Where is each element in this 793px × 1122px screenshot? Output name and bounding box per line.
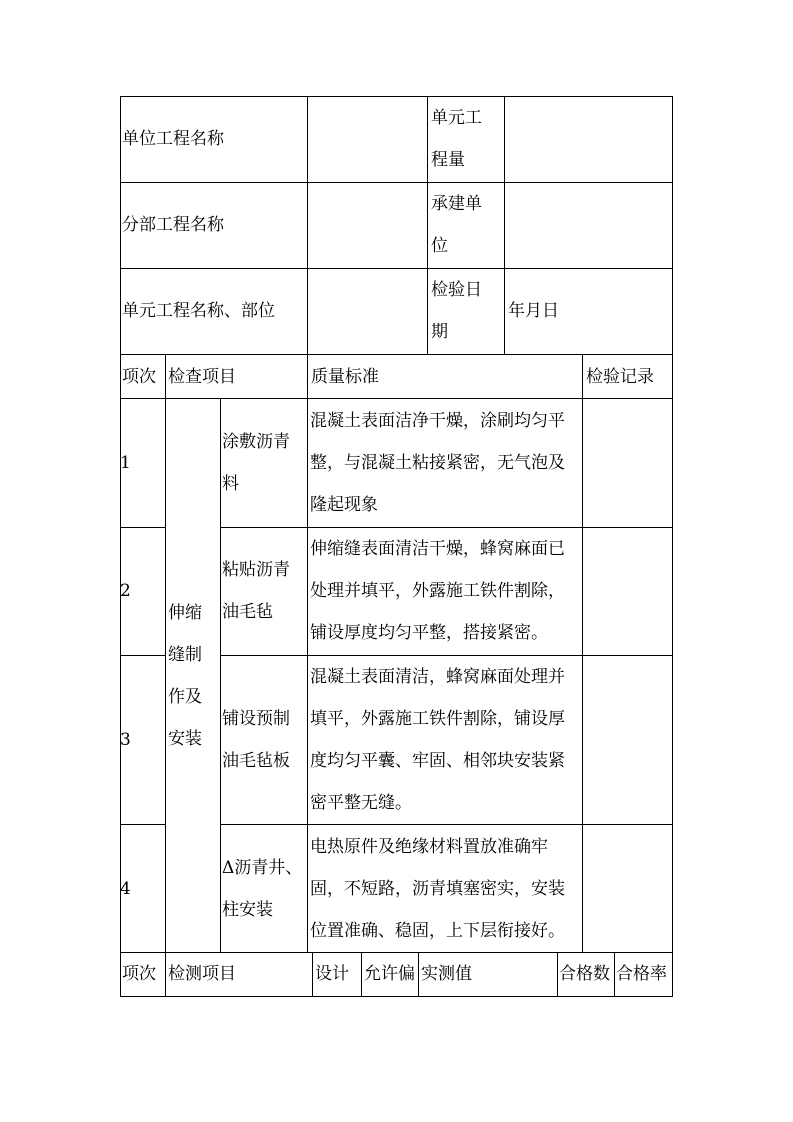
table-border [672, 96, 673, 997]
quality-standard-line: 填平，外露施工铁件割除，铺设厚 [310, 709, 565, 729]
contractor-label-line2: 位 [431, 236, 448, 256]
table-border [120, 398, 673, 399]
table-border [427, 96, 428, 354]
measure-col-tolerance: 允许偏 [364, 964, 415, 984]
unit-part-name-label: 单元工程名称、部位 [122, 301, 275, 321]
row-no: 3 [120, 730, 131, 750]
table-border [220, 655, 673, 656]
check-item-line: 柱安装 [222, 900, 273, 920]
col-header-check-item: 检查项目 [168, 367, 236, 387]
table-border [120, 182, 673, 183]
table-border [312, 952, 313, 996]
table-border [120, 527, 166, 528]
unit-project-name-label: 单位工程名称 [122, 129, 224, 149]
table-border [120, 952, 673, 953]
measure-col-design: 设计 [315, 964, 349, 984]
measure-col-pass-rate: 合格率 [616, 964, 667, 984]
quality-standard-line: 固，不短路，沥青填塞密实，安装 [310, 879, 565, 899]
quality-standard-line: 铺设厚度均匀平整，搭接紧密。 [310, 623, 548, 643]
table-border [418, 952, 419, 996]
quality-standard-line: 整，与混凝土粘接紧密，无气泡及 [310, 453, 565, 473]
quality-standard-line: 混凝土表面洁净干燥，涂刷均匀平 [310, 411, 565, 431]
contractor-label-line1: 承建单 [431, 194, 482, 214]
table-border [361, 952, 362, 996]
check-item-line: 铺设预制 [222, 709, 290, 729]
group-label-line: 缝制 [168, 645, 202, 665]
table-border [120, 96, 673, 97]
check-item-line: Δ沥青井、 [222, 858, 303, 878]
inspection-date-label-line2: 期 [431, 322, 448, 342]
check-item-line: 粘贴沥青 [222, 560, 290, 580]
quality-standard-line: 密平整无缝。 [310, 793, 412, 813]
group-label-line: 安装 [168, 729, 202, 749]
col-header-quality-standard: 质量标准 [311, 367, 379, 387]
table-border [120, 354, 673, 355]
table-border [120, 268, 673, 269]
check-item-line: 油毛毡板 [222, 751, 290, 771]
quality-standard-line: 位置准确、稳固，上下层衔接好。 [310, 921, 565, 941]
quality-standard-line: 电热原件及绝缘材料置放准确牢 [310, 837, 548, 857]
table-border [120, 96, 121, 997]
measure-col-item: 检测项目 [168, 964, 236, 984]
check-item-line: 油毛毡 [222, 602, 273, 622]
table-border [557, 952, 558, 996]
table-border [120, 655, 166, 656]
quality-standard-line: 混凝土表面清洁，蜂窝麻面处理并 [310, 667, 565, 687]
table-border [504, 96, 505, 354]
table-border [220, 824, 673, 825]
measure-col-pass-count: 合格数 [559, 964, 610, 984]
table-border [220, 527, 673, 528]
table-border [120, 824, 166, 825]
col-header-inspection-record: 检验记录 [586, 367, 654, 387]
sub-project-name-label: 分部工程名称 [122, 215, 224, 235]
table-border [165, 952, 166, 996]
table-border [120, 996, 673, 997]
measure-col-no: 项次 [122, 964, 156, 984]
row-no: 2 [120, 581, 131, 601]
table-border [307, 96, 308, 354]
unit-quantity-label-line1: 单元工 [431, 108, 482, 128]
group-label-line: 作及 [168, 687, 202, 707]
row-no: 4 [120, 879, 131, 899]
table-border [165, 354, 166, 952]
quality-standard-line: 处理并填平，外露施工铁件割除， [310, 581, 565, 601]
check-item-line: 料 [222, 474, 239, 494]
table-border [307, 354, 308, 952]
inspection-date-value[interactable]: 年月日 [508, 301, 559, 321]
col-header-no: 项次 [122, 367, 156, 387]
inspection-date-label-line1: 检验日 [431, 280, 482, 300]
quality-standard-line: 隆起现象 [310, 495, 378, 515]
check-item-line: 涂敷沥青 [222, 432, 290, 452]
quality-standard-line: 伸缩缝表面清洁干燥，蜂窝麻面已 [310, 539, 565, 559]
table-border [220, 398, 221, 952]
group-label-line: 伸缩 [168, 603, 202, 623]
unit-quantity-label-line2: 程量 [431, 150, 465, 170]
table-border [582, 354, 583, 952]
measure-col-measured: 实测值 [421, 964, 472, 984]
quality-standard-line: 度均匀平囊、牢固、相邻块安装紧 [310, 751, 565, 771]
row-no: 1 [120, 453, 131, 473]
table-border [614, 952, 615, 996]
